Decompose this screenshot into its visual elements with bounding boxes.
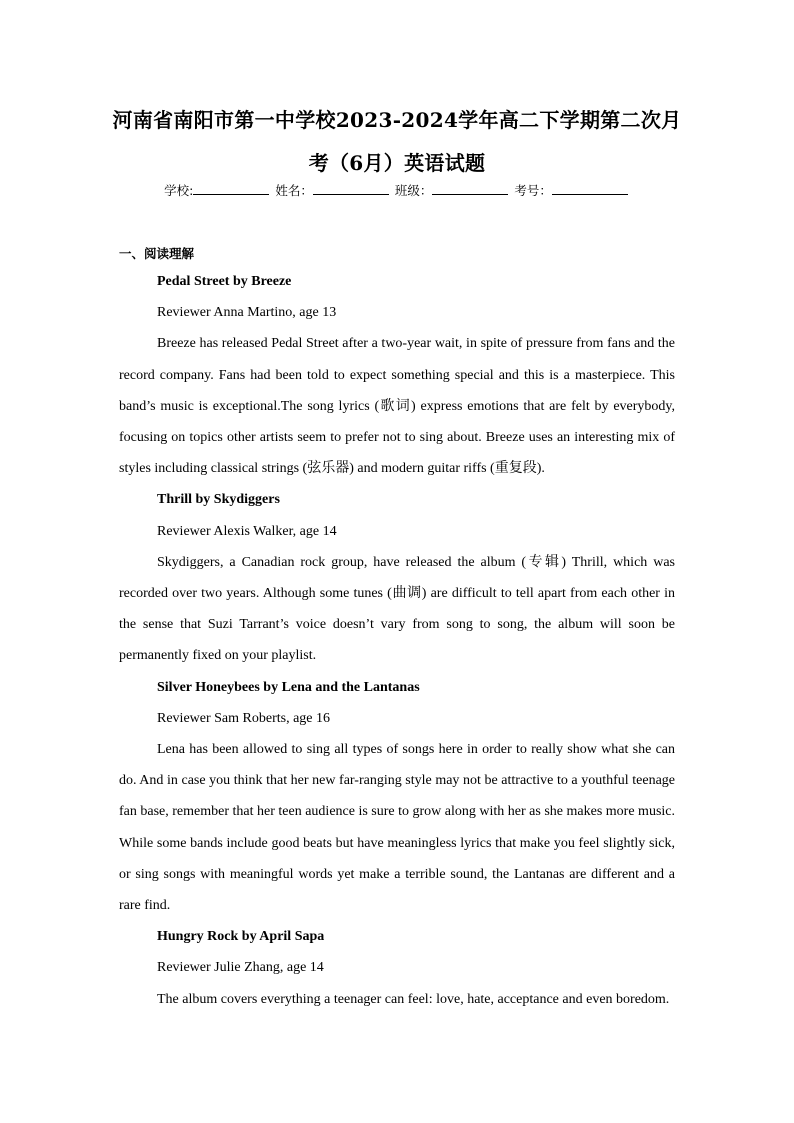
exam-number-blank[interactable] <box>552 182 628 195</box>
school-blank[interactable] <box>193 182 269 195</box>
reviewer-line: Reviewer Alexis Walker, age 14 <box>157 523 337 539</box>
reviewer-line: Reviewer Julie Zhang, age 14 <box>157 960 324 976</box>
document-title-line-2: 考（6月）英语试题 <box>308 151 486 175</box>
exam-number-label: 考号： <box>514 183 552 198</box>
review-title: Pedal Street by Breeze <box>157 274 292 289</box>
class-label: 班级： <box>394 183 433 198</box>
document-title-line-1: 河南省南阳市第一中学校2023-2024学年高二下学期第二次月 <box>112 108 682 132</box>
review-body: Skydiggers, a Canadian rock group, have released the album (专辑) Thrill, which was recorded over two years. Although some tunes (曲调) are difficult to tell apart from each other in the sense that Suzi Tarrant’s voice doesn’t vary from song to song, the album will soon be permanently fixed on your playlist. <box>119 554 675 664</box>
review-title: Thrill by Skydiggers <box>157 492 280 508</box>
review-title: Silver Honeybees by Lena and the Lantanas <box>157 679 420 695</box>
reading-passage <box>119 266 675 1015</box>
reviewer-line: Reviewer Sam Roberts, age 16 <box>157 710 331 726</box>
name-label: 姓名： <box>275 183 313 198</box>
review-body: Lena has been allowed to sing all types of songs here in order to really show what she can do. And in case you think that her new far-ranging style may not be attractive to a youthful teenage fan base, remember that her teen audience is sure to grow along with her as she makes more music. While some bands include good beats but have meaningless lyrics that make you feel slightly sick, or sing songs with meaningful words yet make a terrible sound, the Lantanas are different and a rare find. <box>119 742 675 914</box>
reviewer-line: Reviewer Anna Martino, age 13 <box>157 305 337 321</box>
review-body: The album covers everything a teenager can feel: love, hate, acceptance and even boredom. <box>157 991 670 1007</box>
class-blank[interactable] <box>432 182 508 195</box>
school-label: 学校: <box>164 183 194 198</box>
name-blank[interactable] <box>313 182 389 195</box>
student-info-line <box>0 181 794 199</box>
section-heading: 一、阅读理解 <box>119 246 195 261</box>
review-title: Hungry Rock by April Sapa <box>157 929 325 945</box>
review-body: Breeze has released Pedal Street after a two-year wait, in spite of pressure from fans and the record company. Fans had been told to expect something special and this is a masterpiece. This band’s music is exceptional.The song lyrics (歌词) express emotions that are felt by everybody, focusing on topics other artists seem to prefer not to sing about. Breeze uses an interesting mix of styles including classical strings (弦乐器) and modern guitar riffs (重复段). <box>119 336 675 477</box>
